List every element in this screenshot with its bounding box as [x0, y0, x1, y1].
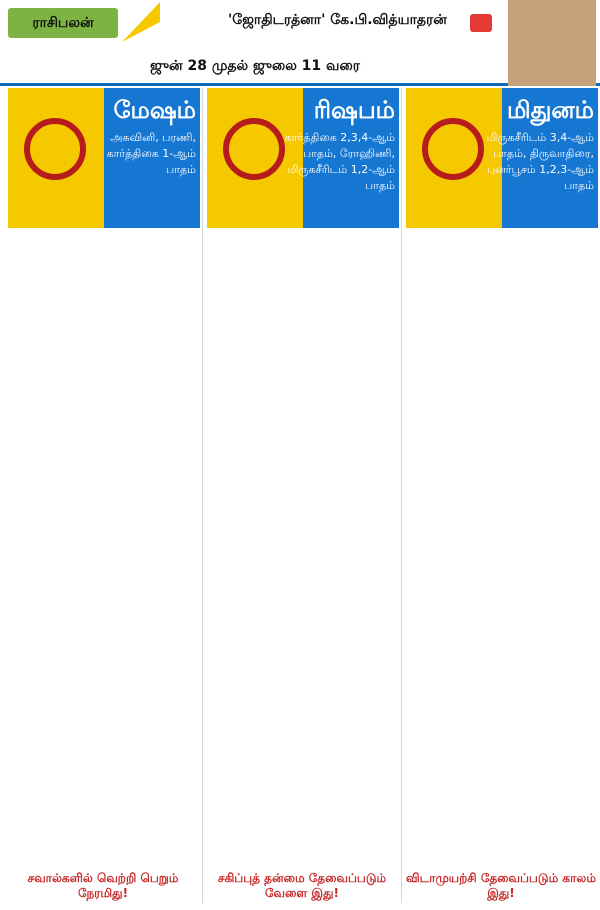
- author-name: 'ஜோதிடரத்னா' கே.பி.வித்யாதரன்: [228, 12, 447, 28]
- header-bar: [0, 0, 600, 86]
- date-range: ஜுன் 28 முதல் ஜுலை 11 வரை: [150, 58, 360, 74]
- brand-logo: [470, 14, 492, 32]
- sign-panel-mithunam: [406, 88, 598, 228]
- column-divider: [401, 88, 402, 903]
- sign-name: ரிஷபம்: [313, 96, 395, 124]
- sign-name: மிதுனம்: [506, 96, 594, 124]
- section-tag: ராசிபலன்: [8, 8, 118, 38]
- column-divider: [202, 88, 203, 903]
- sign-panel-mesham: [8, 88, 200, 228]
- author-photo: [508, 0, 596, 86]
- sign-stars: மிருகசீரிடம் 3,4-ஆம் பாதம், திருவாதிரை, புனர்பூசம் 1,2,3-ஆம் பாதம்: [486, 131, 594, 192]
- spark-icon: [120, 2, 160, 42]
- column-tagline: விடாமுயற்சி தேவைப்படும் காலம் இது!: [406, 870, 596, 901]
- sign-panel-rishabam: [207, 88, 399, 228]
- sign-stars: அசுவினி, பரணி, கார்த்திகை 1-ஆம் பாதம்: [106, 131, 196, 176]
- column-tagline: சவால்களில் வெற்றி பெறும் நேரமிது!: [27, 870, 179, 901]
- column-tagline: சகிப்புத் தன்மை தேவைப்படும் வேளை இது!: [217, 870, 387, 901]
- sign-name: மேஷம்: [113, 96, 196, 124]
- sign-stars: கார்த்திகை 2,3,4-ஆம் பாதம், ரோஹிணி, மிருகசீரிடம் 1,2-ஆம் பாதம்: [284, 131, 395, 192]
